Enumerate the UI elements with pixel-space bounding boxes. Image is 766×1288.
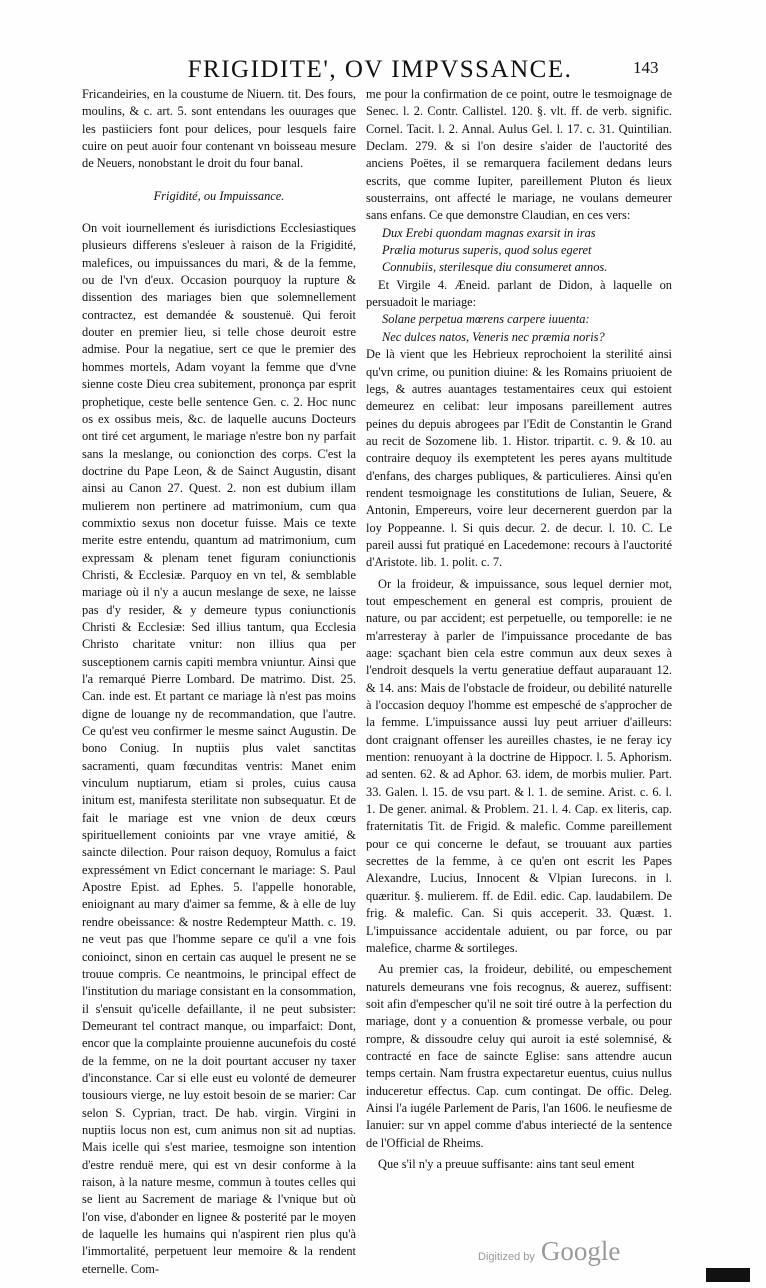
verse-line: Connubiis, sterilesque diu consumeret annos. xyxy=(382,260,608,275)
left-column xyxy=(82,86,356,1278)
impotence-paragraph: Or la froideur, & impuissance, sous lequel dernier mot, tout empeschement en general est compris, prouient de nature, ou par accident; est perpetuelle, ou temporelle: ie ne m'arresteray à parler de l'impuissance procedante de bas aage: sçachant bien cela estre commun aux deux sexes à l'endroit desquels la vertu generatiue deffaut auparauant 12. & 14. ans: Mais de l'obstacle de froideur, ou debilité naturelle à l'occasion dequoy l'homme est empesché de s'approcher de la femme. L'impuissance aussi luy peut arriuer d'ailleurs: dont craignant offenser les aureilles chastes, ie ne feray icy mention: renuoyant à la doctrine de Hippocr. l. 5. Aphorism. ad senten. 62. & ad Aphor. 63. idem, de morbis mulier. Part. 33. Galen. l. 15. de vsu part. & l. 1. de semine. Arist. c. 6. l. 1. De gener. animal. & Problem. 21. l. 4. Cap. ex literis, cap. fraternitatis Tit. de Frigid. & malefic. Comme pareillement pour ce qui concerne le defaut, se trouuant aux parties secrettes de la femme, à ce qu'en ont escrit les Papes Alexandre, Lucius, Innocent & Vlpian Iurecons. in l. quæritur. §. mulierem. ff. de Edil. edic. Cap. laudabilem. De frig. & malefic. Can. Si quis acceperit. 33. Quæst. 1. L'impuissance accidentale aduient, ou par force, ou par malefice, charme & sortileges. xyxy=(366,576,672,955)
intro-paragraph: Fricandeiries, en la coustume de Niuern. tit. Des fours, moulins, & c. art. 5. sont entendans les ouurages que les pastiiciers font pour delices, pour lesquels faire cuire on peut auoir four contenant vn boisseau mesure de Neuers, nonobstant le droit du four banal. xyxy=(82,87,356,171)
verse-line: Nec dulces natos, Veneris nec præmia noris? xyxy=(382,329,605,344)
running-title: FRIGIDITE', OV IMPVSSANCE. xyxy=(187,56,573,83)
hebrew-paragraph: De là vient que les Hebrieux reprochoient la sterilité ainsi qu'vn crime, ou punition diuine: & les Romains priuoient de legs, & autres auantages testamentaires ceux qui estoient demeurez en celibat: leur imposans pareillement autres peines du depuis abrogees par l'Edit de Constantin le Grand au recit de Sozomene lib. 1. Histor. tripartit. c. 9. & 10. au contraire dequoy ils exemptetent les peres ayans multitude d'enfans, des charges publiques, & particulieres. Ainsi qu'en rendent tesmoignage les constitutions de Iulian, Seuere, & Antonin, Empereurs, voire leur decernerent guerdon par la loy Poppeanne. l. Si quis decur. 2. de decur. l. 10. C. Le pareil aussi fut pratiqué en Lacedemone: recours à l'auctorité d'Aristote. lib. 1. polit. c. 7. xyxy=(366,347,672,570)
first-case-paragraph: Au premier cas, la froideur, debilité, ou empeschement naturels demeurans vne fois recognus, & auerez, suffisent: soit afin d'empescher qu'il ne soit tiré outre à la perfection du mariage, dont y a conuention & promesse verbale, ou pour rompre, & dissoudre celuy qui auroit ia esté solemnisé, & contracté en face de saincte Eglise: sans attendre aucun temps certain. Nam frustra expectaretur euentus, cuius nullus induceretur effectus. Cap. cum contingat. De offic. Deleg. Ainsi l'a iugéle Parlement de Paris, l'an 1606. le neufiesme de Ianuier: sur vn appel comme d'abus interiecté de la sentence de l'Official de Rheims. xyxy=(366,962,672,1150)
google-logo: Google xyxy=(540,1236,621,1266)
verse-line: Solane perpetua mœrens carpere iuuenta: xyxy=(382,312,590,327)
continuation-paragraph: me pour la confirmation de ce point, outre le tesmoignage de Senec. l. 2. Contr. Callistel. 120. §. vlt. ff. de verb. signific. Cornel. Tacit. l. 2. Annal. Aulus Gel. l. 17. c. 31. Quintilian. Declam. 279. & si l'on desire s'aider de l'auctorité des anciens Poëtes, il se remarquera facilement dedans leurs escrits, que comme Iupiter, pareillement Pluton és lieux sousterrains, ont affecté le mariage, ne voulans demeurer sans enfans. Ce que demonstre Claudian, en ces vers: xyxy=(366,87,672,223)
final-line: Que s'il n'y a preuue suffisante: ains tant seul ement xyxy=(378,1156,635,1171)
google-watermark xyxy=(478,1236,620,1267)
section-heading: Frigidité, ou Impuissance. xyxy=(153,188,285,203)
verse-line: Dux Erebi quondam magnas exarsit in iras xyxy=(382,225,596,240)
page-number: 143 xyxy=(633,58,659,77)
right-column xyxy=(366,86,672,1173)
digitized-by-label: Digitized by xyxy=(478,1251,535,1263)
body-paragraph: On voit iournellement és iurisdictions Ecclesiastiques plusieurs differens s'esleuer à raison de la Frigidité, malefices, ou impuissances du mari, & de la femme, ou de l'vn d'eux. Occasion pourquoy la rupture & dissention des mariages bien que solemnellement contractez, est demandée & soustenuë. Qui feroit douter en premier lieu, si telle chose deuroit estre admise. Pour la negatiue, sert ce que le premier des hommes mortels, Adam voyant la femme que d'vne sienne coste Dieu crea subitement, prononça par esprit prophetique, ceste belle sentence Gen. c. 2. Hoc nunc os ex ossibus meis, &c. de laquelle aucuns Docteurs ont tiré cet argument, le mariage n'estre bon ny parfait sans la meslange, ou conionction des corps. C'est la doctrine du Pape Leon, & de Sainct Augustin, disant ainsi au Canon 27. Quest. 2. non est dubium illam mulierem non pertinere ad matrimonium, cum qua commixtio sexus non docetur fuisse. Mais ce texte merite estre entendu, quantum ad matrimonium, cum expressam & plenam tenet figuram coniunctionis Christi, & Ecclesiæ. Parquoy en vn tel, & semblable mariage où il n'y a aucun meslange de sexe, ne laisse pas d'y resider, & y demeure typus coniunctionis Christi & Ecclesiæ: Sed illius tantum, qua Ecclesia Christo charitate vnitur: non illius qua per susceptionem carnis capiti membra vniuntur. Ainsi que l'a remarqué Pierre Lombard. De matrimo. Dist. 25. Can. inde est. Et partant ce mariage là n'est pas moins digne de louange ny de recommandation, que l'autre. Ce qu'est veu confirmer le mesme sainct Augustin. De bono Coniug. In nuptiis plus valet sanctitas sacramenti, quam fœcunditas ventris: Manet enim vinculum nuptiarum, etiam si proles, cuius causa initum est, manifesta sterilitate non subsequatur. Et de fait le mariage est vne vnion de deux cœurs spirituellement conioints par vne vraye amitié, & saincte dilection. Pour raison dequoy, Romulus a faict expressément vn Edict concernant le mariage: S. Paul Apostre Epist. ad Ephes. 5. l'appelle honorable, enioignant au mary d'aimer sa femme, & à elle de luy rendre obeissance: & nostre Redempteur Matth. c. 19. ne veut pas que l'homme separe ce qu'il a vne fois conioinct, sinon en certain cas auquel le present ne se trouue compris. Ce neantmoins, le principal effect de l'institution du mariage consistant en la consommation, il s'ensuit qu'icelle defaillante, il ne peut subsister: Demeurant tel contract manque, ou imparfaict: Dont, encor que la complainte prouienne aucunefois du costé de la femme, on ne la doit pourtant accuser ny taxer d'inconstance. Car si elle eust eu volonté de demeurer tousiours vierge, ne luy estoit besoin de se marier: Car selon S. Cyprian, tract. De hab. virgin. Virgini in nuptiis locus non est, cum animus non sit ad nuptias. Mais icelle qui s'est mariee, tesmoigne son intention d'estre renduë mere, qui est vn desir conforme à la raison, à la nature mesme, commun à toutes celles qui se lient au Sacrement de mariage & l'vnique but où l'on vise, d'abonder en lignee & posterité par le moyen de laquelle les humains qui n'aspirent rien plus qu'à l'immortalité, perpetuent leur memoire & la rendent eternelle. Com- xyxy=(82,221,356,1276)
virgil-intro: Et Virgile 4. Æneid. parlant de Didon, à laquelle on persuadoit le mariage: xyxy=(366,277,672,310)
verse-line: Prælia moturus superis, quod solus egeret xyxy=(382,243,592,258)
claudian-verses xyxy=(366,225,672,277)
virgil-verses xyxy=(366,311,672,346)
scan-corner-mark xyxy=(706,1268,750,1282)
